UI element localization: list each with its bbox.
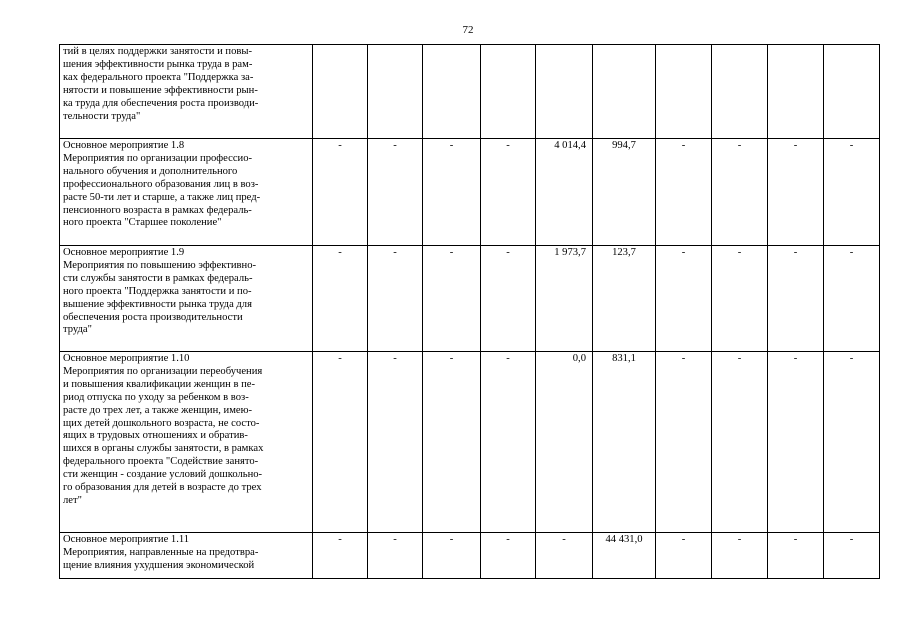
- value-cell: [313, 45, 368, 139]
- value-cell: 44 431,0: [593, 533, 656, 579]
- value-cell: [712, 45, 768, 139]
- value-cell: -: [824, 352, 880, 533]
- value-cell: [423, 45, 481, 139]
- value-cell: -: [656, 246, 712, 352]
- description-line: риод отпуска по уходу за ребенком в воз-: [63, 391, 249, 403]
- description-line: Основное мероприятие 1.8: [63, 140, 185, 151]
- description-line: расте до трех лет, а также женщин, имею-: [63, 404, 253, 416]
- value-cell: -: [656, 533, 712, 579]
- row-description: [60, 533, 313, 579]
- table-row: [60, 45, 880, 139]
- description-line: щение влияния ухудшения экономической: [63, 559, 255, 571]
- value-cell: -: [712, 139, 768, 246]
- description-line: вышение эффективности рынка труда для: [63, 298, 252, 310]
- description-line: пенсионного возраста в рамках федераль-: [63, 204, 252, 216]
- value-cell: -: [656, 352, 712, 533]
- budget-table: [59, 44, 880, 579]
- table-row: [60, 352, 880, 533]
- value-cell: -: [481, 352, 536, 533]
- value-cell: -: [824, 246, 880, 352]
- description-line: сти службы занятости в рамках федераль-: [63, 272, 253, 284]
- description-line: нального обучения и дополнительного: [63, 165, 238, 177]
- table-row: [60, 139, 880, 246]
- table-row: [60, 533, 880, 579]
- value-cell: -: [536, 533, 593, 579]
- value-cell: [656, 45, 712, 139]
- value-cell: -: [423, 352, 481, 533]
- row-description: [60, 352, 313, 533]
- description-line: шения эффективности рынка труда в рам-: [63, 58, 253, 70]
- value-cell: -: [313, 139, 368, 246]
- description-line: щих детей дошкольного возраста, не состо-: [63, 417, 260, 429]
- value-cell: -: [313, 533, 368, 579]
- description-line: Мероприятия по повышению эффективно-: [63, 259, 257, 271]
- value-cell: [368, 45, 423, 139]
- value-cell: -: [368, 246, 423, 352]
- value-cell: -: [824, 533, 880, 579]
- description-line: лет": [63, 494, 82, 506]
- row-description: [60, 45, 313, 139]
- value-cell: -: [423, 139, 481, 246]
- value-cell: 994,7: [593, 139, 656, 246]
- description-line: Основное мероприятие 1.9: [63, 247, 185, 258]
- value-cell: -: [368, 352, 423, 533]
- description-line: ках федерального проекта "Поддержка за-: [63, 71, 254, 83]
- value-cell: [824, 45, 880, 139]
- description-line: профессионального образования лиц в воз-: [63, 178, 259, 190]
- description-line: Мероприятия по организации переобучения: [63, 365, 263, 377]
- row-description: [60, 139, 313, 246]
- description-line: и повышения квалификации женщин в пе-: [63, 378, 256, 390]
- description-line: нятости и повышение эффективности рын-: [63, 84, 258, 96]
- value-cell: 0,0: [536, 352, 593, 533]
- value-cell: -: [423, 533, 481, 579]
- description-line: Основное мероприятие 1.10: [63, 353, 190, 364]
- value-cell: -: [313, 352, 368, 533]
- page-number: 72: [462, 24, 474, 36]
- description-line: труда": [63, 324, 92, 336]
- description-line: тельности труда": [63, 110, 141, 122]
- description-line: ного проекта "Старшее поколение": [63, 217, 222, 229]
- value-cell: -: [712, 246, 768, 352]
- description-line: Основное мероприятие 1.11: [63, 534, 190, 545]
- value-cell: -: [368, 139, 423, 246]
- table-row: [60, 246, 880, 352]
- value-cell: [593, 45, 656, 139]
- value-cell: [768, 45, 824, 139]
- value-cell: [536, 45, 593, 139]
- value-cell: -: [481, 139, 536, 246]
- value-cell: -: [481, 533, 536, 579]
- value-cell: -: [712, 352, 768, 533]
- value-cell: 4 014,4: [536, 139, 593, 246]
- row-description: [60, 246, 313, 352]
- value-cell: -: [481, 246, 536, 352]
- description-line: ка труда для обеспечения роста производи-: [63, 97, 259, 109]
- description-line: Мероприятия, направленные на предотвра-: [63, 546, 259, 558]
- description-line: ящих в трудовых отношениях и обратив-: [63, 430, 248, 442]
- value-cell: [481, 45, 536, 139]
- value-cell: -: [768, 139, 824, 246]
- value-cell: -: [768, 533, 824, 579]
- value-cell: -: [824, 139, 880, 246]
- description-line: сти женщин - создание условий дошкольно-: [63, 469, 263, 481]
- value-cell: -: [368, 533, 423, 579]
- value-cell: 1 973,7: [536, 246, 593, 352]
- value-cell: -: [423, 246, 481, 352]
- description-line: Мероприятия по организации профессио-: [63, 152, 253, 164]
- description-line: расте 50-ти лет и старше, а также лиц пред-: [63, 191, 261, 203]
- description-line: обеспечения роста производительности: [63, 311, 243, 323]
- description-line: шихся в органы службы занятости, в рамках: [63, 443, 264, 455]
- description-line: федерального проекта "Содействие занято-: [63, 456, 259, 468]
- description-line: тий в целях поддержки занятости и повы-: [63, 46, 253, 57]
- description-line: ного проекта "Поддержка занятости и по-: [63, 285, 252, 297]
- value-cell: -: [768, 352, 824, 533]
- value-cell: -: [656, 139, 712, 246]
- value-cell: 123,7: [593, 246, 656, 352]
- value-cell: -: [313, 246, 368, 352]
- value-cell: 831,1: [593, 352, 656, 533]
- description-line: го образования для детей в возрасте до трех: [63, 482, 262, 494]
- value-cell: -: [712, 533, 768, 579]
- value-cell: -: [768, 246, 824, 352]
- table-body: [60, 45, 880, 579]
